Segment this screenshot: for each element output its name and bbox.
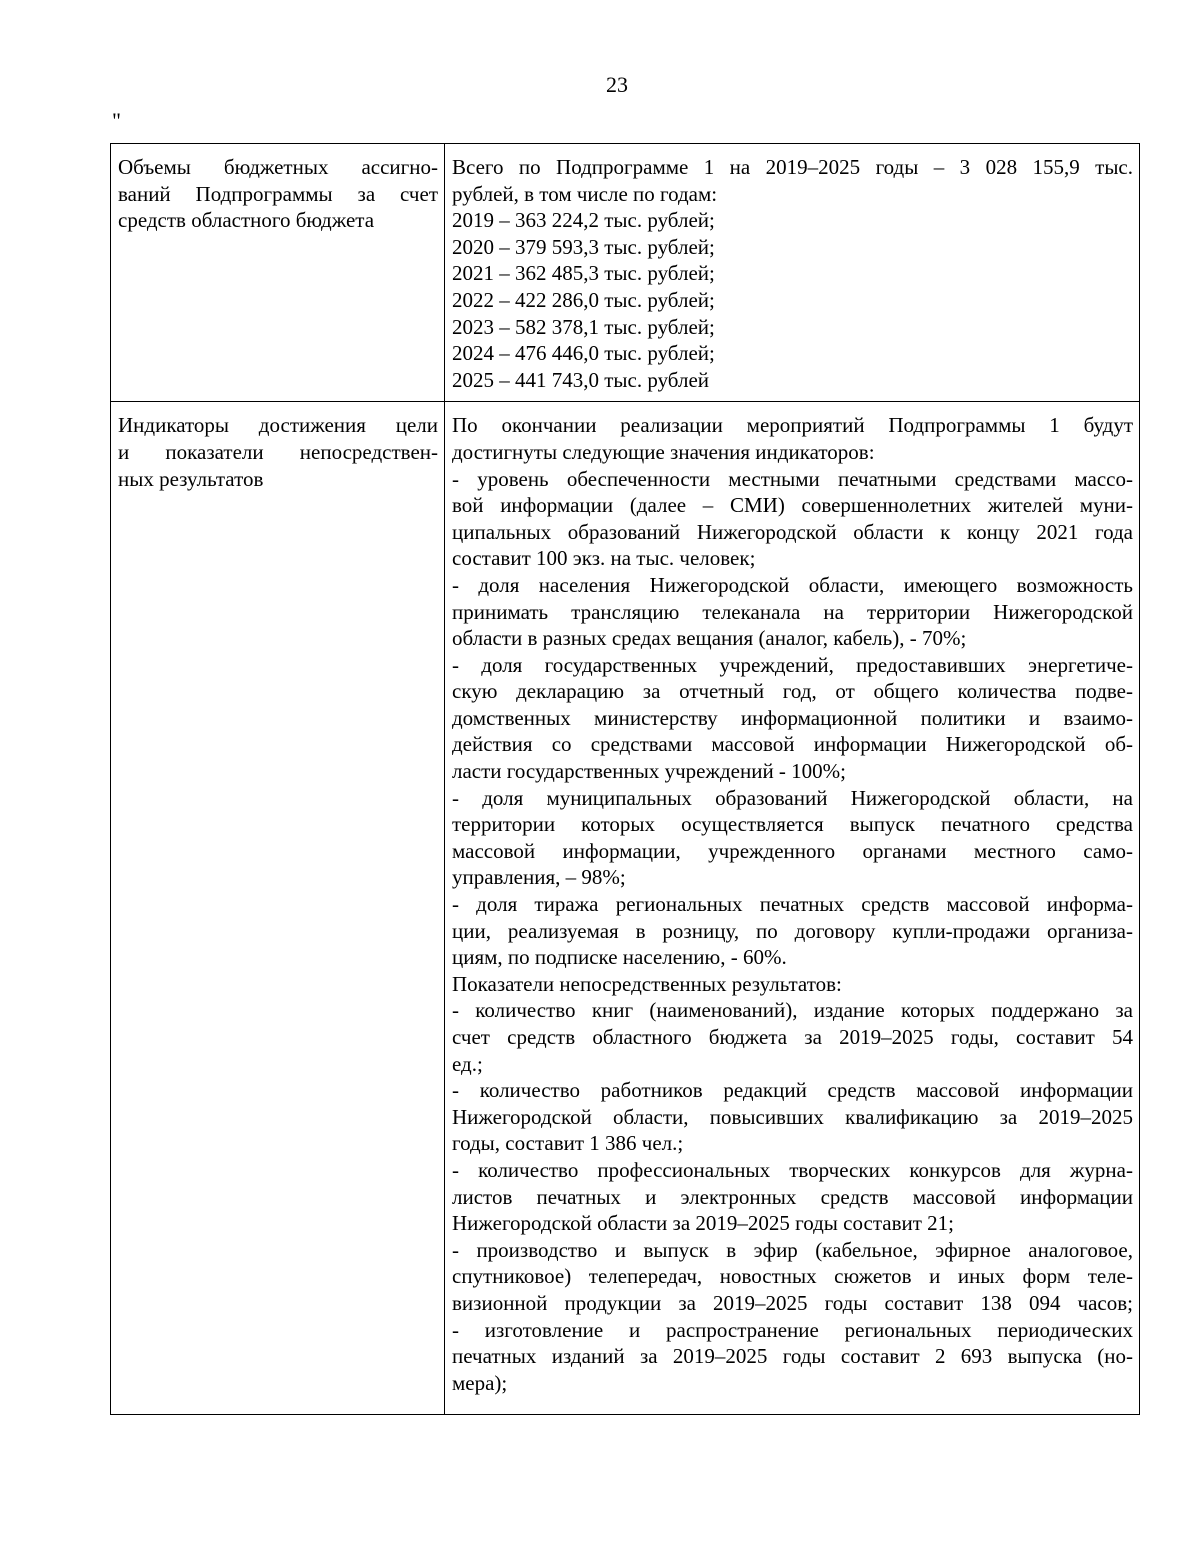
row-value-indicators — [445, 402, 1140, 1415]
label-line: Индикаторы достижения цели — [118, 413, 438, 438]
value-line: области в разных средах вещания (аналог, кабель), - 70%; — [452, 626, 967, 651]
value-line: - производство и выпуск в эфир (кабельное, эфирное аналоговое, — [452, 1237, 1133, 1262]
value-line: принимать трансляцию телеканала на территории Нижегородской — [452, 599, 1133, 624]
opening-quote-mark: " — [112, 108, 121, 133]
row-label-indicators — [111, 402, 445, 1415]
value-line: печатных изданий за 2019–2025 годы составит 2 693 выпуска (но- — [452, 1344, 1133, 1369]
value-line: ции, реализуемая в розницу, по договору купли-продажи организа- — [452, 918, 1133, 943]
value-line: - количество книг (наименований), издание которых поддержано за — [452, 998, 1133, 1023]
value-line: территории которых осуществляется выпуск печатного средства — [452, 812, 1133, 837]
value-line: ципальных образований Нижегородской области к концу 2021 года — [452, 519, 1133, 544]
subprogram-passport-table — [110, 143, 1140, 1415]
value-line: ед.; — [452, 1051, 483, 1076]
value-line: листов печатных и электронных средств массовой информации — [452, 1184, 1133, 1209]
value-line: действия со средствами массовой информации Нижегородской об- — [452, 732, 1133, 757]
value-line: - доля государственных учреждений, предоставивших энергетиче- — [452, 652, 1133, 677]
value-line: Нижегородской области, повысивших квалификацию за 2019–2025 — [452, 1104, 1133, 1129]
value-line: - уровень обеспеченности местными печатными средствами массо- — [452, 466, 1133, 491]
value-line: Нижегородской области за 2019–2025 годы составит 21; — [452, 1211, 955, 1236]
value-line: циям, по подписке населению, - 60%. — [452, 945, 787, 970]
value-line: достигнуты следующие значения индикаторов: — [452, 439, 875, 464]
value-line: - доля муниципальных образований Нижегородской области, на — [452, 785, 1133, 810]
label-line: Объемы бюджетных ассигно- — [118, 155, 438, 179]
value-line: Показатели непосредственных результатов: — [452, 971, 842, 996]
value-line: мера); — [452, 1370, 508, 1395]
value-line: управления, – 98%; — [452, 865, 626, 890]
value-line: ласти государственных учреждений - 100%; — [452, 759, 847, 784]
table-row-budget-allocations — [111, 144, 1140, 402]
value-line-year-2025: 2025 – 441 743,0 тыс. рублей — [452, 367, 710, 392]
value-line: - количество работников редакций средств массовой информации — [452, 1078, 1133, 1103]
value-line-year-2021: 2021 – 362 485,3 тыс. рублей; — [452, 261, 715, 286]
value-line: вой информации (далее – СМИ) совершеннолетних жителей муни- — [452, 493, 1133, 518]
value-line: составит 100 экз. на тыс. человек; — [452, 546, 756, 571]
value-line: - изготовление и распространение региональных периодических — [452, 1317, 1133, 1342]
value-line: массовой информации, учрежденного органами местного само- — [452, 838, 1133, 863]
page-number: 23 — [606, 72, 628, 97]
value-line: счет средств областного бюджета за 2019–2025 годы, составит 54 — [452, 1025, 1133, 1049]
row-value-budget-allocations — [445, 144, 1140, 402]
value-line-year-2023: 2023 – 582 378,1 тыс. рублей; — [452, 314, 715, 339]
value-line-year-2024: 2024 – 476 446,0 тыс. рублей; — [452, 341, 715, 366]
value-line: домственных министерству информационной политики и взаимо- — [452, 705, 1133, 730]
value-line: По окончании реализации мероприятий Подпрограммы 1 будут — [452, 413, 1133, 438]
value-line: визионной продукции за 2019–2025 годы составит 138 094 часов; — [452, 1290, 1133, 1315]
row-label-budget-allocations — [111, 144, 445, 402]
value-line: - количество профессиональных творческих конкурсов для журна- — [452, 1157, 1133, 1182]
value-line-year-2022: 2022 – 422 286,0 тыс. рублей; — [452, 287, 715, 312]
value-line-year-2020: 2020 – 379 593,3 тыс. рублей; — [452, 234, 715, 259]
label-line: ных результатов — [118, 466, 264, 491]
value-line: Всего по Подпрограмме 1 на 2019–2025 годы – 3 028 155,9 тыс. — [452, 155, 1133, 179]
value-line: рублей, в том числе по годам: — [452, 181, 718, 206]
value-line: спутниковое) телепередач, новостных сюжетов и иных форм теле- — [452, 1264, 1133, 1289]
label-line: и показатели непосредствен- — [118, 439, 438, 464]
label-line: средств областного бюджета — [118, 208, 375, 233]
value-line: годы, составит 1 386 чел.; — [452, 1131, 684, 1156]
value-line: скую декларацию за отчетный год, от общего количества подве- — [452, 679, 1133, 704]
value-line: - доля тиража региональных печатных средств массовой информа- — [452, 892, 1133, 917]
label-line: ваний Подпрограммы за счет — [118, 181, 438, 206]
table-row-indicators — [111, 402, 1140, 1415]
value-line: - доля населения Нижегородской области, имеющего возможность — [452, 572, 1133, 597]
value-line-year-2019: 2019 – 363 224,2 тыс. рублей; — [452, 208, 715, 233]
